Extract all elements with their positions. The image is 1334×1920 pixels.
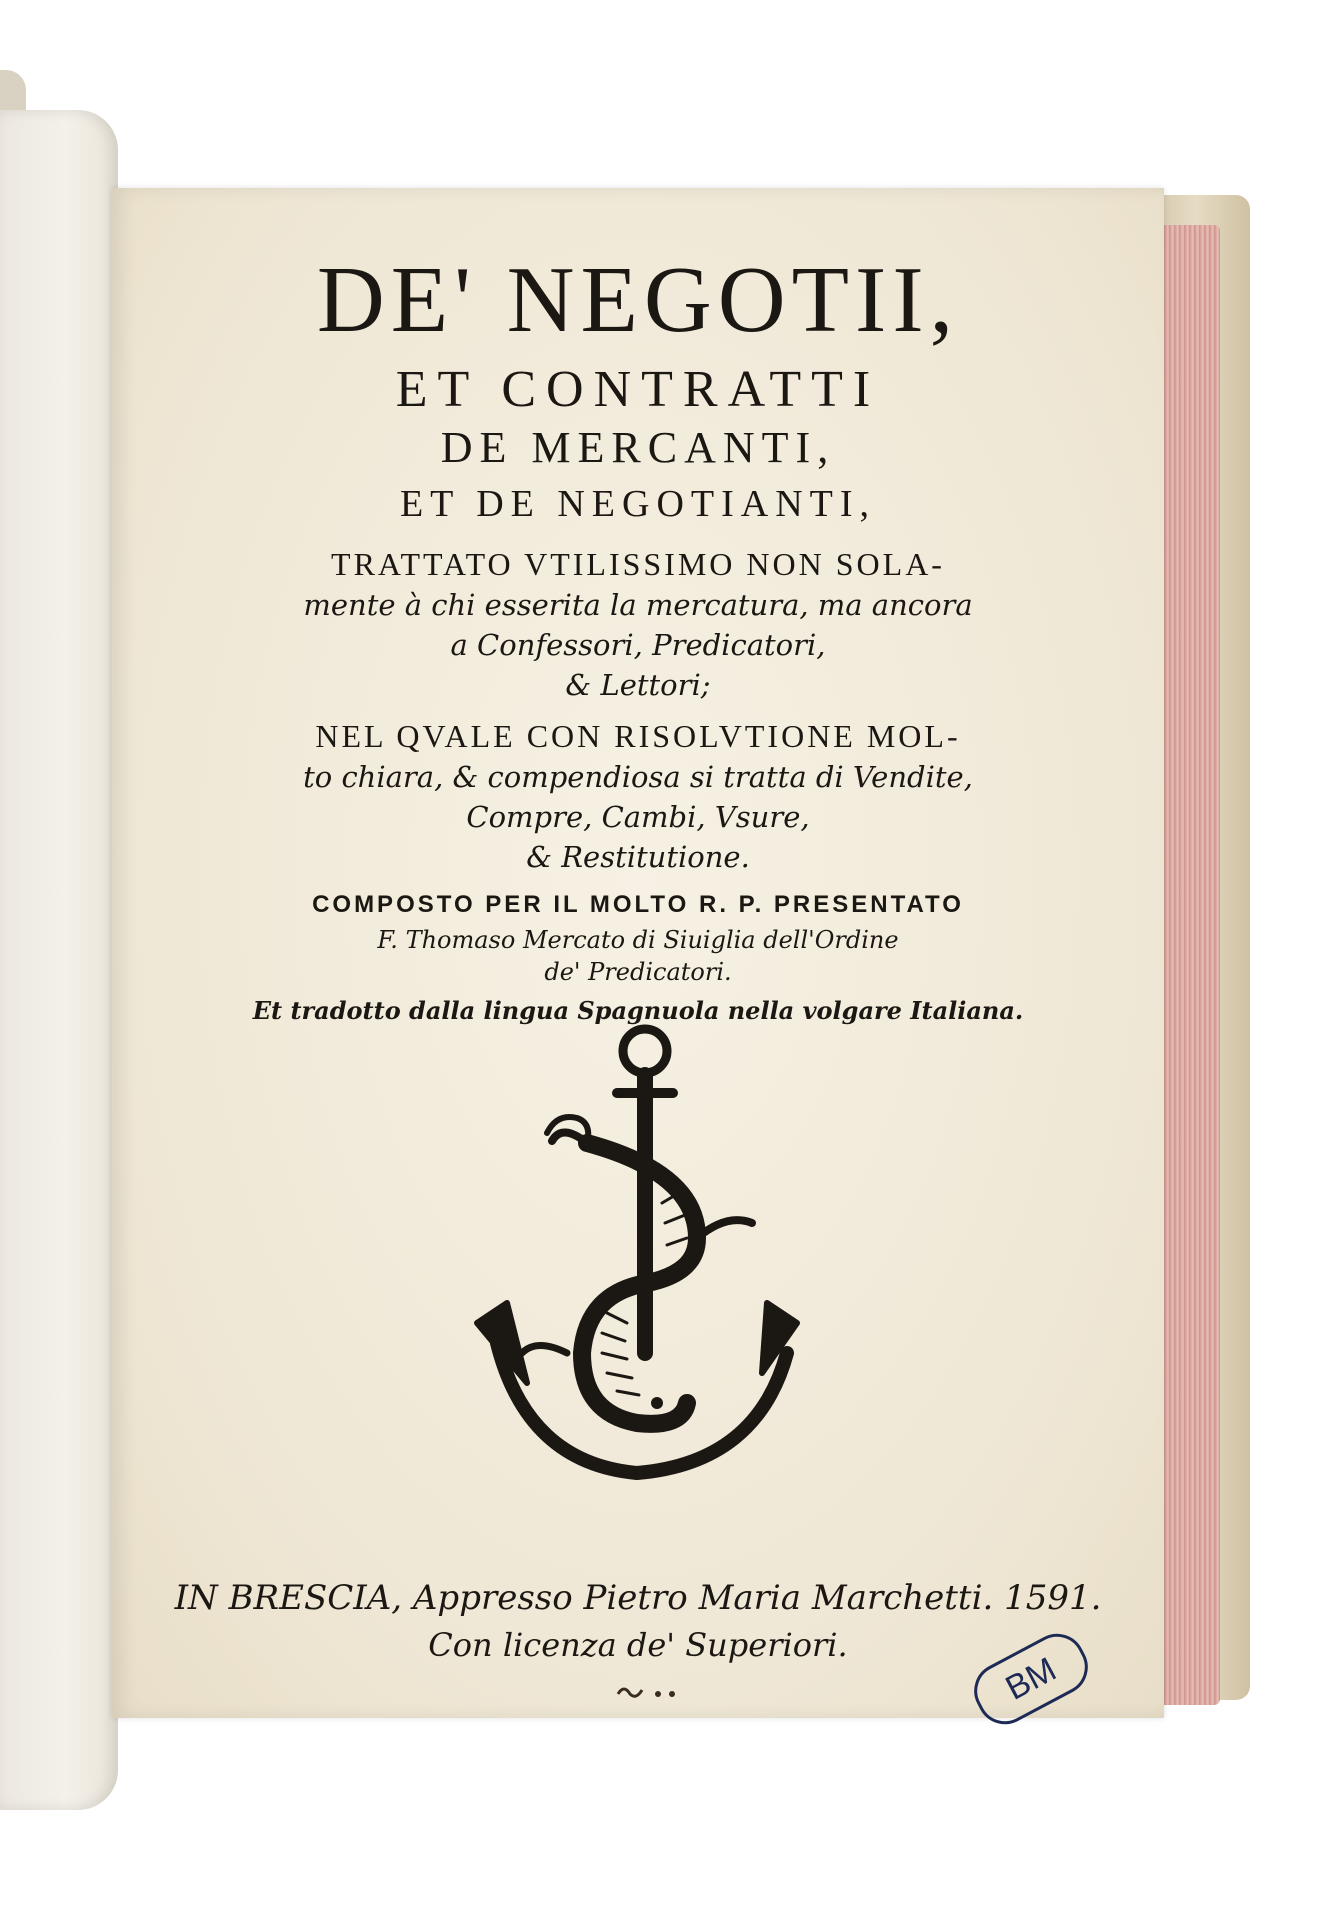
title-line-3: DE MERCANTI, (440, 423, 836, 472)
author-line-2: F. Thomaso Mercato di Siuiglia dell'Ordine (377, 926, 899, 954)
subtitle-2-line-1: NEL QVALE CON RISOLVTIONE MOL- (315, 718, 961, 754)
title-line-4: ET DE NEGOTIANTI, (399, 483, 877, 525)
author-line-3: de' Predicatori. (544, 958, 732, 986)
imprint-line-2: Con licenza de' Superiori. (428, 1626, 848, 1664)
author-line-1: COMPOSTO PER IL MOLTO R. P. PRESENTATO (312, 891, 964, 918)
subtitle-1-line-2: mente à chi esserita la mercatura, ma ancora (303, 588, 973, 622)
left-page-leaf (0, 110, 118, 1810)
title-line-2: ET CONTRATTI (395, 361, 881, 418)
subtitle-1-line-3: a Confessori, Predicatori, (450, 628, 826, 662)
subtitle-2-line-4: & Restitutione. (526, 840, 750, 874)
subtitle-2-line-2: to chiara, & compendiosa si tratta di Vendite, (303, 760, 973, 794)
subtitle-1-line-4: & Lettori; (565, 668, 711, 702)
subtitle-1-line-1: TRATTATO VTILISSIMO NON SOLA- (331, 546, 945, 582)
anchor-dolphin-printer-mark (467, 1023, 807, 1523)
main-title: DE' NEGOTII, (316, 248, 960, 352)
subtitle-2-line-3: Compre, Cambi, Vsure, (466, 800, 810, 834)
imprint-line-1: IN BRESCIA, Appresso Pietro Maria Marchetti. 1591. (174, 1578, 1102, 1618)
title-page (112, 188, 1164, 1718)
library-stamp: BM (964, 1624, 1097, 1734)
translation-note: Et tradotto dalla lingua Spagnuola nella volgare Italiana. (252, 996, 1024, 1025)
ink-marginalia-mark (614, 1680, 694, 1704)
